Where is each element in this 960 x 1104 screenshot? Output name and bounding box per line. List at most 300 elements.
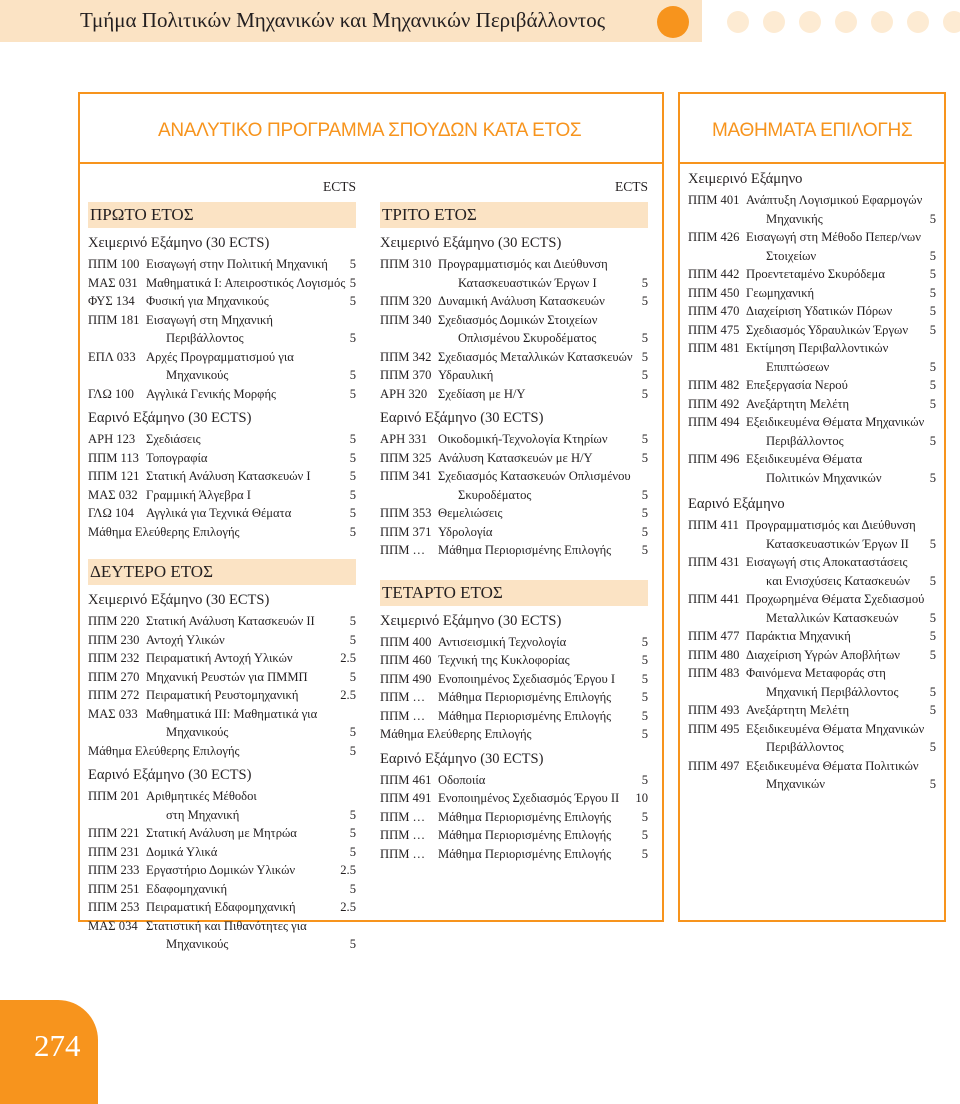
course-row	[88, 467, 356, 486]
course-code: ΑΡΗ 123	[88, 432, 136, 446]
course-row	[380, 467, 648, 504]
course-name-continued: Περιβάλλοντος	[766, 740, 844, 754]
electives-heading: ΜΑΘΗΜΑΤΑ ΕΠΙΛΟΓΗΣ	[712, 120, 913, 141]
course-code: ΠΠΜ 450	[688, 285, 740, 300]
course-code: ΠΠΜ …	[380, 809, 426, 824]
course-ects: 5	[641, 634, 648, 649]
course-name-continued: Μηχανική Περιβάλλοντος	[766, 684, 899, 699]
course-name: Γεωμηχανική	[746, 285, 815, 300]
course-code: ΓΛΩ 100	[88, 386, 134, 401]
course-code: ΠΠΜ …	[380, 708, 426, 723]
course-name: Προγραμματισμός και Διεύθυνση	[438, 257, 608, 271]
course-code: ΠΠΜ 441	[688, 592, 740, 606]
course-code: ΠΠΜ 490	[380, 671, 432, 686]
course-ects: 5	[349, 632, 356, 647]
course-row	[688, 720, 936, 757]
course-row	[88, 348, 356, 385]
course-name: Εκτίμηση Περιβαλλοντικών	[746, 341, 889, 355]
course-code: ΠΠΜ 201	[88, 789, 140, 803]
course-code: ΠΠΜ 480	[688, 647, 740, 662]
course-name-continued: και Ενισχύσεις Κατασκευών	[766, 573, 910, 588]
course-code: ΠΠΜ 230	[88, 632, 140, 647]
course-row	[688, 646, 936, 665]
page-number-tab	[0, 1000, 98, 1104]
course-name-continued: Περιβάλλοντος	[766, 433, 844, 448]
course-code: ΑΡΗ 331	[380, 432, 428, 446]
course-row	[380, 541, 648, 560]
course-name-continued: Μηχανικούς	[166, 368, 229, 382]
column-years-3-4	[380, 178, 648, 863]
course-ects: 5	[349, 614, 356, 628]
course-ects: 5	[641, 294, 648, 308]
course-name: Γραμμική Άλγεβρα Ι	[146, 487, 251, 502]
curriculum-header	[78, 92, 664, 162]
course-name: Εισαγωγή στη Μέθοδο Πεπερ/νων	[746, 230, 921, 244]
course-name: Υδραυλική	[438, 368, 494, 382]
course-name: Εξειδικευμένα Θέματα Μηχανικών	[746, 415, 925, 429]
course-ects: 5	[641, 386, 648, 401]
course-ects: 5	[641, 671, 648, 686]
course-code: ΠΠΜ 232	[88, 651, 140, 665]
course-row	[688, 664, 936, 701]
course-name: Μάθημα Περιορισμένης Επιλογής	[438, 543, 612, 557]
course-name: Στατιστική και Πιθανότητες για	[146, 918, 307, 933]
course-code: ΠΠΜ 310	[380, 257, 432, 271]
course-name: Εξειδικευμένα Θέματα Μηχανικών	[746, 721, 925, 736]
course-name: Διαχείριση Υγρών Αποβλήτων	[746, 647, 900, 662]
course-name: Θεμελιώσεις	[438, 506, 503, 520]
course-code: ΜΑΣ 031	[88, 275, 138, 290]
course-name: Μάθημα Περιορισμένης Επιλογής	[438, 809, 612, 824]
course-code: ΠΠΜ 496	[688, 452, 740, 466]
course-ects: 5	[929, 396, 936, 411]
course-name: Εξειδικευμένα Θέματα	[746, 452, 863, 466]
course-ects: 5	[641, 543, 648, 557]
course-ects: 5	[929, 267, 936, 281]
page-number: 274	[34, 1028, 81, 1063]
course-row	[88, 843, 356, 862]
course-row	[688, 516, 936, 553]
course-name: Σχεδιάσεις	[146, 432, 201, 446]
course-row	[688, 191, 936, 228]
column-years-1-2	[88, 178, 356, 954]
course-ects: 5	[349, 450, 356, 465]
top-banner	[0, 0, 702, 42]
semester-title: Εαρινό Εξάμηνο (30 ECTS)	[88, 767, 252, 783]
course-name: Ενοποιημένος Σχεδιασμός Έργου Ι	[438, 671, 616, 686]
course-row	[688, 339, 936, 376]
course-name: Ανεξάρτητη Μελέτη	[746, 703, 850, 717]
course-row	[380, 845, 648, 864]
semester-title: Εαρινό Εξάμηνο (30 ECTS)	[380, 750, 544, 767]
course-ects: 5	[929, 211, 936, 226]
course-code: ΠΠΜ 475	[688, 322, 740, 337]
course-name: Μάθημα Περιορισμένης Επιλογής	[438, 708, 612, 723]
course-ects: 5	[929, 285, 936, 300]
course-name: Μάθημα Περιορισμένης Επιλογής	[438, 690, 612, 704]
course-ects: 5	[641, 506, 648, 520]
course-ects: 5	[349, 432, 356, 446]
course-name: Εδαφομηχανική	[146, 881, 228, 896]
electives-header	[678, 92, 946, 162]
course-name: Οικοδομική-Τεχνολογία Κτηρίων	[438, 432, 608, 446]
course-row	[380, 348, 648, 367]
course-name: Διαχείριση Υδατικών Πόρων	[746, 304, 893, 318]
course-ects: 5	[929, 703, 936, 717]
course-name: Πειραματική Ρευστομηχανική	[146, 688, 299, 702]
course-name: Σχεδιασμός Δομικών Στοιχείων	[438, 312, 598, 327]
course-name: Πειραματική Εδαφομηχανική	[146, 900, 296, 914]
course-ects: 5	[641, 524, 648, 539]
course-code: ΕΠΛ 033	[88, 349, 136, 364]
course-ects: 2.5	[340, 900, 356, 914]
course-name-continued: στη Μηχανική	[166, 807, 240, 822]
course-ects: 5	[349, 743, 356, 758]
course-name: Σχεδίαση με Η/Υ	[438, 386, 526, 401]
course-name: Δυναμική Ανάλυση Κατασκευών	[438, 294, 605, 308]
course-name-continued: Οπλισμένου Σκυροδέματος	[458, 331, 597, 345]
course-row	[88, 274, 356, 293]
year-title: ΔΕΥΤΕΡΟ ΕΤΟΣ	[88, 559, 356, 585]
course-row	[380, 826, 648, 845]
course-ects: 5	[349, 368, 356, 382]
course-code: ΠΠΜ 220	[88, 614, 140, 628]
course-row	[380, 688, 648, 707]
course-name: Προγραμματισμός και Διεύθυνση	[746, 518, 916, 532]
course-name: Μάθημα Περιορισμένης Επιλογής	[438, 828, 612, 842]
course-ects: 2.5	[340, 688, 356, 702]
course-name: Ενοποιημένος Σχεδιασμός Έργου ΙΙ	[438, 791, 620, 805]
course-row	[88, 311, 356, 348]
course-name: Οδοποιία	[438, 772, 486, 787]
course-code: ΠΠΜ 272	[88, 688, 140, 702]
course-ects: 5	[929, 433, 936, 448]
course-ects: 5	[929, 610, 936, 625]
course-code: ΠΠΜ 113	[88, 450, 139, 465]
course-row	[88, 385, 356, 404]
course-row	[88, 486, 356, 505]
course-name: Αγγλικά για Τεχνικά Θέματα	[146, 506, 292, 520]
course-name: Προχωρημένα Θέματα Σχεδιασμού	[746, 592, 925, 606]
course-ects: 5	[641, 772, 648, 787]
course-name-continued: Πολιτικών Μηχανικών	[766, 470, 882, 485]
course-name: Προεντεταμένο Σκυρόδεμα	[746, 267, 885, 281]
course-ects: 5	[929, 647, 936, 662]
course-ects: 5	[929, 740, 936, 754]
course-name-continued: Μηχανικής	[766, 211, 823, 226]
course-code: ΠΠΜ 481	[688, 341, 740, 355]
course-code: ΠΠΜ 325	[380, 450, 432, 465]
course-code: ΠΠΜ 491	[380, 791, 432, 805]
course-name: Μηχανική Ρευστών για ΠΜΜΠ	[146, 669, 308, 684]
course-row	[380, 255, 648, 292]
course-code: ΠΠΜ 401	[688, 193, 740, 207]
course-ects: 5	[929, 573, 936, 588]
course-code: ΠΠΜ 221	[88, 826, 140, 840]
course-ects: 5	[641, 487, 648, 502]
course-row	[380, 504, 648, 523]
course-ects: 5	[641, 708, 648, 723]
course-row	[380, 311, 648, 348]
course-row	[380, 385, 648, 404]
course-row	[380, 771, 648, 790]
circle-decoration	[907, 11, 929, 33]
course-code: ΠΠΜ 251	[88, 881, 140, 896]
course-row	[688, 265, 936, 284]
course-code: ΜΑΣ 033	[88, 706, 138, 721]
course-row	[688, 376, 936, 395]
course-ects: 5	[929, 629, 936, 643]
course-ects: 5	[929, 378, 936, 392]
course-name: Δομικά Υλικά	[146, 844, 218, 859]
course-row	[380, 670, 648, 689]
course-name: Πειραματική Αντοχή Υλικών	[146, 651, 293, 665]
course-row	[380, 633, 648, 652]
course-name: Υδρολογία	[438, 524, 493, 539]
course-row	[688, 395, 936, 414]
course-code: ΠΠΜ 460	[380, 653, 432, 667]
course-code: ΠΠΜ 497	[688, 758, 740, 773]
course-code: ΠΠΜ 411	[688, 518, 739, 532]
course-code: ΠΠΜ 370	[380, 368, 432, 382]
course-row	[380, 449, 648, 468]
course-row	[88, 504, 356, 523]
course-name: Εισαγωγή στις Αποκαταστάσεις	[746, 555, 908, 569]
course-row	[88, 880, 356, 899]
course-name-continued: Κατασκευαστικών Έργων ΙΙ	[766, 536, 909, 551]
course-code: ΠΠΜ 442	[688, 267, 740, 281]
course-name-continued: Μηχανικούς	[166, 937, 229, 951]
course-ects: 5	[929, 304, 936, 318]
course-ects: 5	[641, 727, 648, 741]
course-ects: 5	[349, 257, 356, 271]
semester-title: Χειμερινό Εξάμηνο (30 ECTS)	[380, 612, 562, 629]
course-name: Αντισεισμική Τεχνολογία	[438, 634, 567, 649]
course-name: Εργαστήριο Δομικών Υλικών	[146, 863, 296, 877]
course-ects: 5	[929, 777, 936, 791]
curriculum-heading: ΑΝΑΛΥΤΙΚΟ ΠΡΟΓΡΑΜΜΑ ΣΠΟΥΔΩΝ ΚΑΤΑ ΕΤΟΣ	[158, 120, 582, 141]
year-title: ΤΕΤΑΡΤΟ ΕΤΟΣ	[380, 580, 648, 606]
course-row	[688, 757, 936, 794]
semester-title: Χειμερινό Εξάμηνο (30 ECTS)	[380, 235, 562, 251]
course-row	[88, 917, 356, 954]
course-code: ΠΠΜ 492	[688, 396, 740, 411]
course-name: Φαινόμενα Μεταφοράς στη	[746, 666, 886, 680]
course-ects: 5	[641, 846, 648, 861]
course-code: ΠΠΜ 470	[688, 304, 740, 318]
course-ects: 5	[641, 349, 648, 364]
course-name: Μάθημα Περιορισμένης Επιλογής	[438, 846, 612, 861]
course-ects: 5	[349, 275, 356, 290]
course-row	[688, 627, 936, 646]
course-code: ΠΠΜ 495	[688, 721, 740, 736]
course-name: Τεχνική της Κυκλοφορίας	[438, 653, 570, 667]
course-name: Αριθμητικές Μέθοδοι	[146, 789, 257, 803]
course-code: ΠΠΜ 270	[88, 669, 140, 684]
circle-decoration	[763, 11, 785, 33]
course-name: Επεξεργασία Νερού	[746, 378, 848, 392]
course-code: ΠΠΜ 483	[688, 666, 740, 680]
course-ects: 5	[349, 331, 356, 345]
course-ects: 5	[929, 684, 936, 699]
course-row	[688, 701, 936, 720]
course-name-continued: Επιπτώσεων	[766, 359, 830, 374]
course-code: ΠΠΜ …	[380, 846, 426, 861]
course-code: ΠΠΜ 341	[380, 469, 432, 483]
course-name: Αρχές Προγραμματισμού για	[146, 349, 294, 364]
column-electives	[688, 170, 936, 794]
circle-decoration	[835, 11, 857, 33]
course-name-continued: Στοιχείων	[766, 248, 817, 263]
course-code: ΦΥΣ 134	[88, 294, 135, 308]
circle-decoration	[943, 11, 960, 33]
course-name: Μάθημα Ελεύθερης Επιλογής	[380, 727, 532, 741]
course-name-continued: Μηχανικών	[766, 777, 825, 791]
course-ects: 5	[929, 359, 936, 374]
circle-decoration	[727, 11, 749, 33]
course-ects: 5	[349, 506, 356, 520]
course-ects: 5	[349, 469, 356, 483]
course-name: Στατική Ανάλυση Κατασκευών ΙΙ	[146, 614, 315, 628]
course-name: Σχεδιασμός Μεταλλικών Κατασκευών	[438, 349, 633, 364]
course-ects: 5	[641, 653, 648, 667]
free-elective-row	[88, 523, 356, 542]
course-ects: 5	[349, 294, 356, 308]
semester-title: Χειμερινό Εξάμηνο	[688, 171, 803, 187]
course-name: Εξειδικευμένα Θέματα Πολιτικών	[746, 758, 919, 773]
course-code: ΠΠΜ 426	[688, 230, 740, 244]
course-name: Αντοχή Υλικών	[146, 632, 225, 647]
course-row	[88, 898, 356, 917]
semester-title: Εαρινό Εξάμηνο (30 ECTS)	[88, 410, 252, 426]
course-row	[380, 808, 648, 827]
course-row	[88, 292, 356, 311]
course-ects: 5	[929, 248, 936, 263]
course-ects: 5	[641, 368, 648, 382]
course-ects: 5	[349, 826, 356, 840]
course-code: ΠΠΜ 342	[380, 349, 432, 364]
course-name-continued: Περιβάλλοντος	[166, 331, 244, 345]
course-code: ΓΛΩ 104	[88, 506, 134, 520]
course-ects: 5	[349, 524, 356, 539]
course-row	[88, 449, 356, 468]
course-row	[88, 631, 356, 650]
course-name: Παράκτια Μηχανική	[746, 629, 851, 643]
course-ects: 5	[349, 881, 356, 896]
course-code: ΠΠΜ 494	[688, 415, 740, 429]
course-code: ΜΑΣ 034	[88, 918, 138, 933]
course-row	[688, 450, 936, 487]
course-code: ΠΠΜ 121	[88, 469, 140, 483]
course-row	[88, 861, 356, 880]
course-code: ΠΠΜ 231	[88, 844, 140, 859]
course-name: Τοπογραφία	[146, 450, 208, 465]
course-name: Μάθημα Ελεύθερης Επιλογής	[88, 524, 240, 539]
course-ects: 5	[349, 807, 356, 822]
course-ects: 5	[641, 450, 648, 465]
course-row	[380, 366, 648, 385]
course-row	[88, 668, 356, 687]
course-code: ΠΠΜ …	[380, 828, 426, 842]
course-ects: 5	[929, 322, 936, 337]
course-row	[88, 430, 356, 449]
course-name: Αγγλικά Γενικής Μορφής	[146, 386, 277, 401]
course-row	[88, 686, 356, 705]
course-row	[688, 413, 936, 450]
course-ects: 5	[349, 487, 356, 502]
course-row	[88, 705, 356, 742]
semester-title: Χειμερινό Εξάμηνο (30 ECTS)	[88, 235, 270, 251]
department-title: Τμήμα Πολιτικών Μηχανικών και Μηχανικών Περιβάλλοντος	[80, 8, 606, 32]
course-ects: 5	[349, 669, 356, 684]
course-row	[688, 553, 936, 590]
course-ects: 10	[635, 791, 648, 805]
course-ects: 5	[929, 470, 936, 485]
course-name: Στατική Ανάλυση Κατασκευών Ι	[146, 469, 311, 483]
course-name: Εισαγωγή στην Πολιτική Μηχανική	[146, 257, 328, 271]
free-elective-row	[88, 742, 356, 761]
course-row	[380, 523, 648, 542]
course-name: Ανεξάρτητη Μελέτη	[746, 396, 850, 411]
course-name: Σχεδιασμός Κατασκευών Οπλισμένου	[438, 469, 631, 483]
course-ects: 5	[641, 809, 648, 824]
course-code: ΠΠΜ 461	[380, 772, 432, 787]
course-row	[688, 590, 936, 627]
course-row	[88, 824, 356, 843]
course-name: Σχεδιασμός Υδραυλικών Έργων	[746, 322, 909, 337]
year-title: ΠΡΩΤΟ ΕΤΟΣ	[88, 202, 356, 228]
course-ects: 5	[641, 331, 648, 345]
free-elective-row	[380, 725, 648, 744]
course-code: ΠΠΜ 477	[688, 629, 740, 643]
course-code: ΠΠΜ …	[380, 543, 426, 557]
course-ects: 5	[641, 828, 648, 842]
course-name: Μαθηματικά ΙΙΙ: Μαθηματικά για	[146, 706, 318, 721]
course-code: ΠΠΜ 233	[88, 863, 140, 877]
course-code: ΑΡΗ 320	[380, 386, 428, 401]
course-name-continued: Κατασκευαστικών Έργων Ι	[458, 275, 597, 290]
course-row	[88, 787, 356, 824]
course-ects: 5	[641, 275, 648, 290]
circle-decoration	[799, 11, 821, 33]
course-ects: 5	[349, 725, 356, 739]
course-ects: 2.5	[340, 863, 356, 877]
course-name: Ανάλυση Κατασκευών με Η/Υ	[438, 450, 593, 465]
course-name-continued: Μεταλλικών Κατασκευών	[766, 610, 899, 625]
course-code: ΠΠΜ 353	[380, 506, 432, 520]
course-code: ΠΠΜ 181	[88, 312, 140, 327]
course-code: ΜΑΣ 032	[88, 487, 138, 502]
course-code: ΠΠΜ 493	[688, 703, 740, 717]
course-row	[688, 302, 936, 321]
course-row	[380, 789, 648, 808]
orange-circle-decoration	[657, 6, 689, 38]
semester-title: Χειμερινό Εξάμηνο (30 ECTS)	[88, 592, 270, 608]
year-title: ΤΡΙΤΟ ΕΤΟΣ	[380, 202, 648, 228]
course-row	[688, 321, 936, 340]
course-row	[688, 284, 936, 303]
course-code: ΠΠΜ 253	[88, 900, 140, 914]
course-code: ΠΠΜ 320	[380, 294, 432, 308]
course-code: ΠΠΜ 482	[688, 378, 740, 392]
course-row	[688, 228, 936, 265]
course-row	[88, 255, 356, 274]
course-ects: 5	[641, 432, 648, 446]
semester-title: Εαρινό Εξάμηνο (30 ECTS)	[380, 410, 544, 426]
course-name: Μαθηματικά Ι: Απειροστικός Λογισμός	[146, 275, 346, 290]
course-name: Εισαγωγή στη Μηχανική	[146, 312, 273, 327]
course-ects: 2.5	[340, 651, 356, 665]
